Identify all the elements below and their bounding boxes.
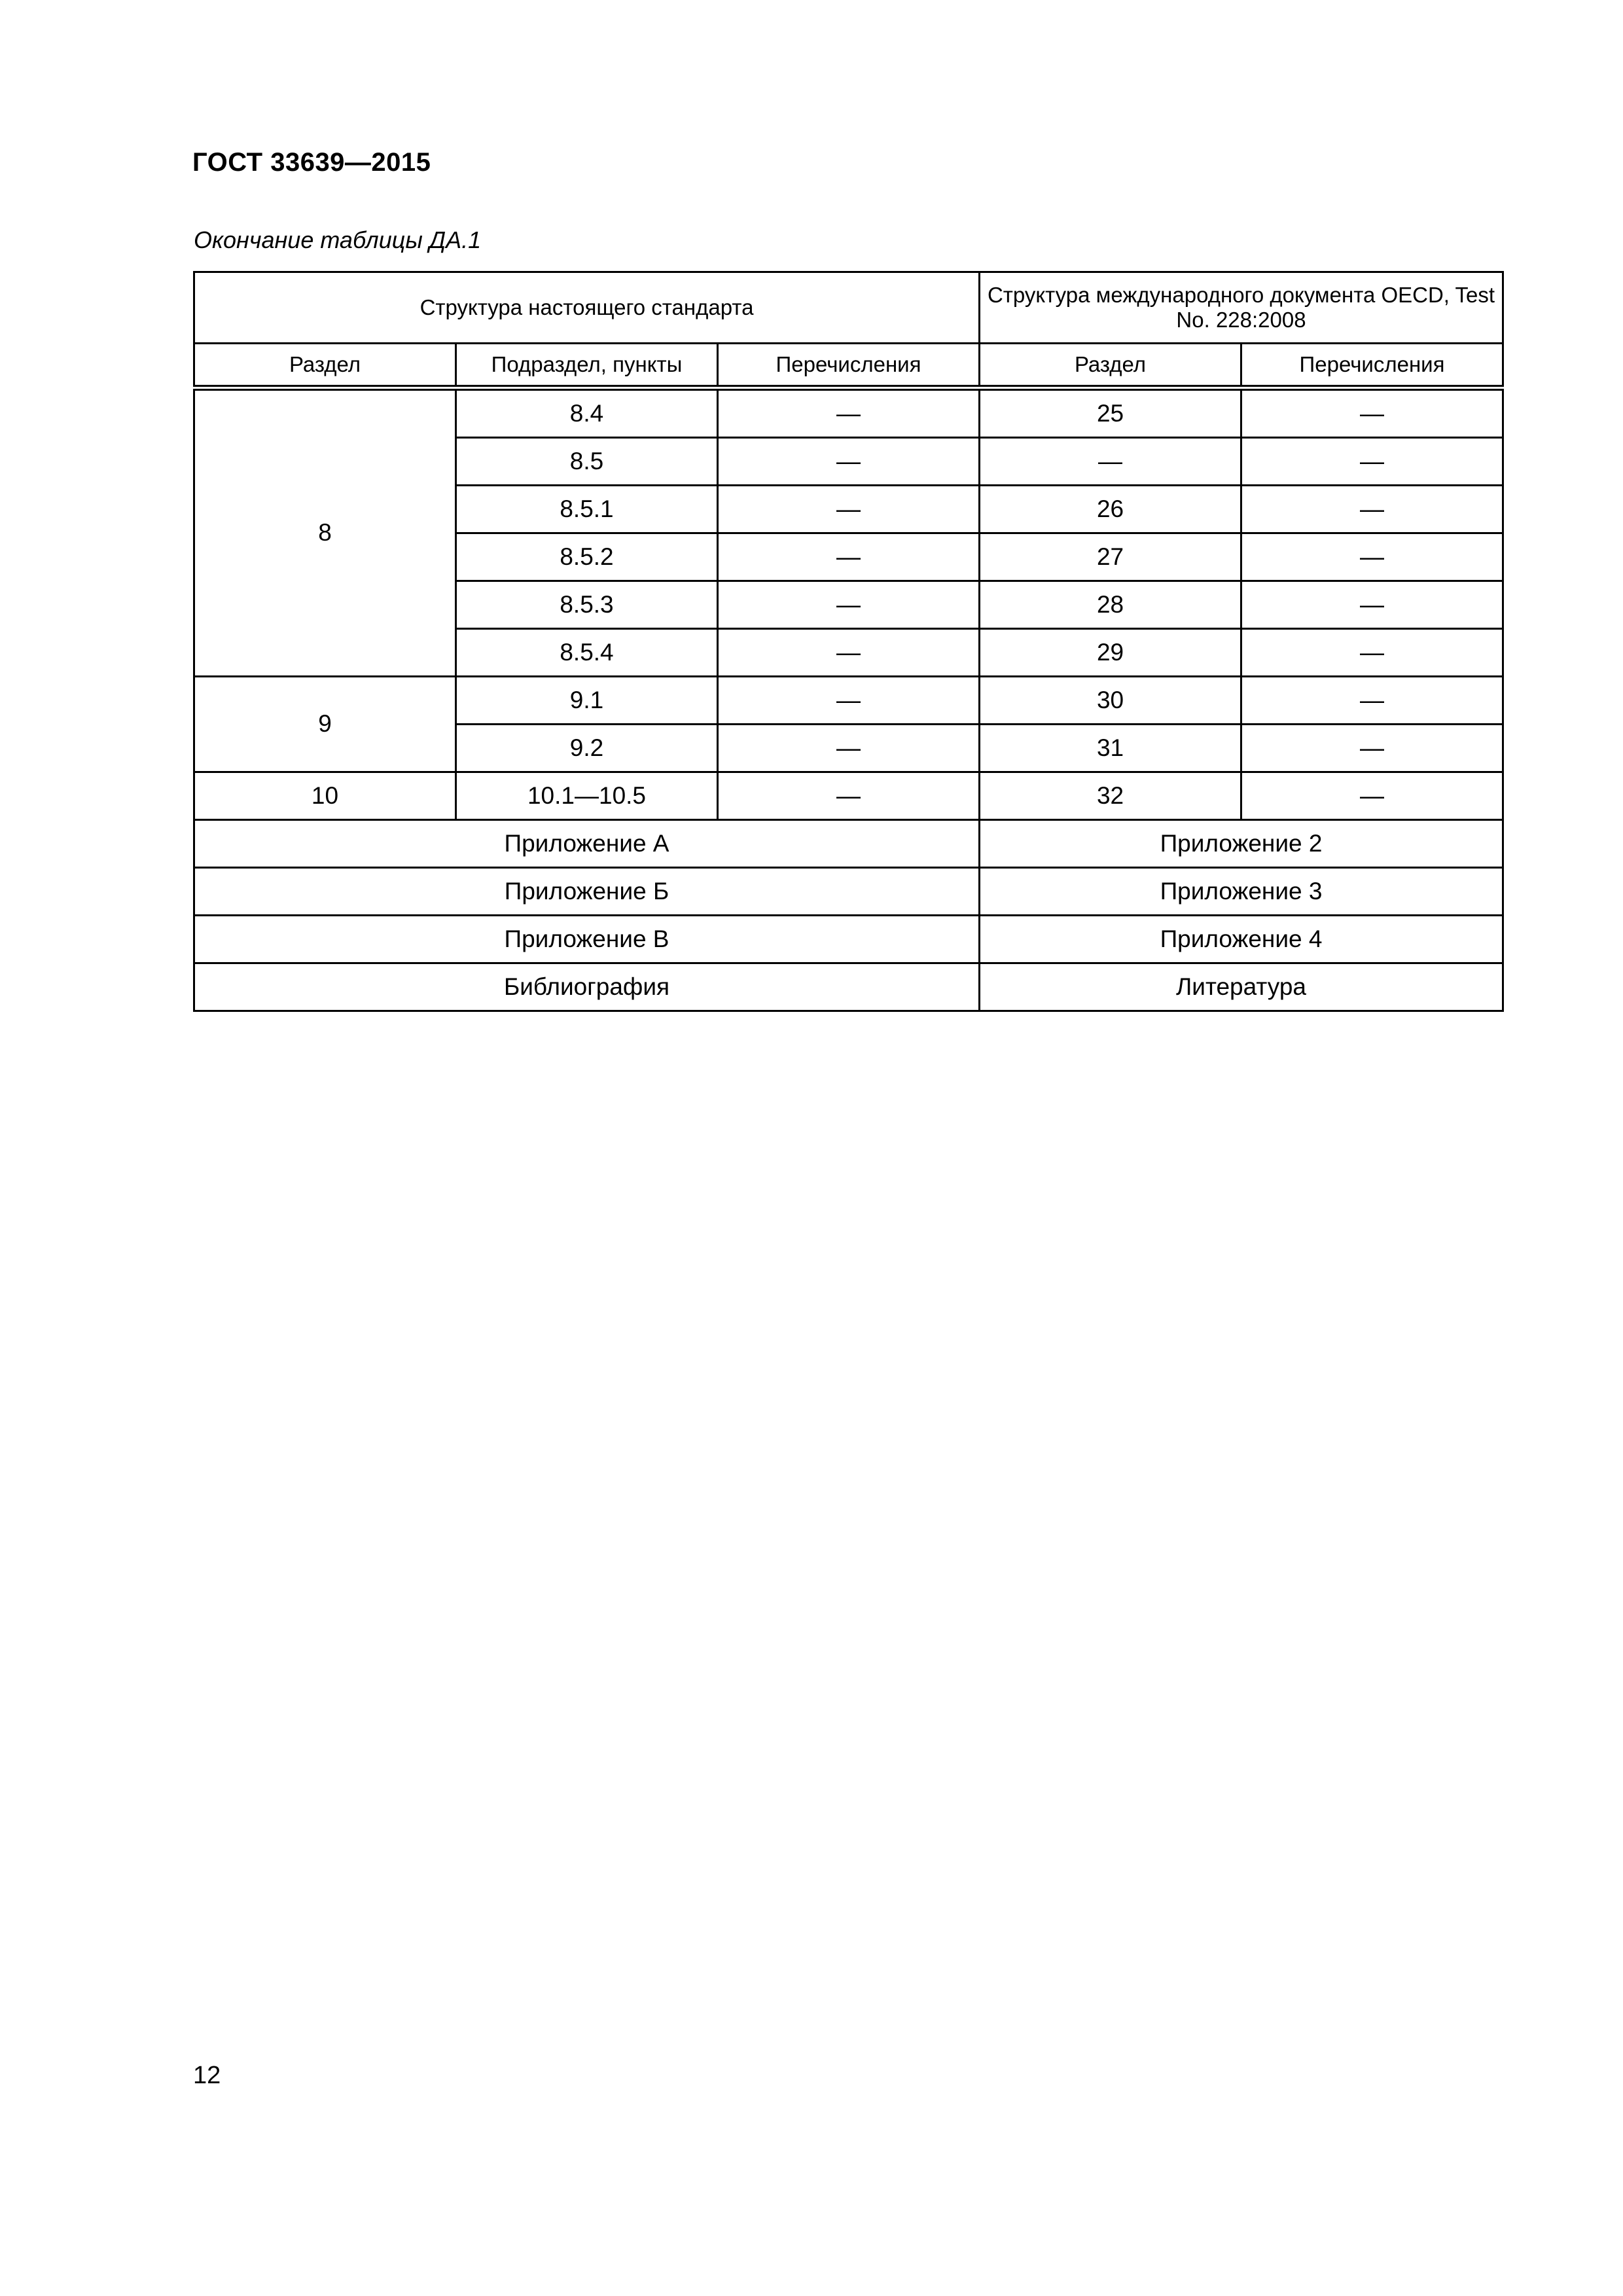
subsection-cell: 8.5.1 — [456, 486, 718, 533]
appendix-intl-cell: Литература — [980, 963, 1503, 1011]
appendix-intl-cell: Приложение 3 — [980, 868, 1503, 916]
appendix-row — [194, 820, 1503, 868]
subsection-cell: 10.1—10.5 — [456, 772, 718, 820]
intl-enumeration-cell: — — [1241, 629, 1503, 677]
appendix-row — [194, 963, 1503, 1011]
enumeration-cell: — — [718, 772, 980, 820]
intl-section-cell: 30 — [980, 677, 1241, 725]
enumeration-cell: — — [718, 486, 980, 533]
section-cell: 9 — [194, 677, 456, 772]
intl-enumeration-cell: — — [1241, 725, 1503, 772]
document-header: ГОСТ 33639—2015 — [192, 148, 431, 177]
column-header-subsection: Подраздел, пункты — [456, 344, 718, 388]
intl-enumeration-cell: — — [1241, 388, 1503, 438]
enumeration-cell: — — [718, 438, 980, 486]
subsection-cell: 8.5.2 — [456, 533, 718, 581]
column-header-intl-enumerations: Перечисления — [1241, 344, 1503, 388]
section-cell: 8 — [194, 388, 456, 677]
intl-enumeration-cell: — — [1241, 677, 1503, 725]
intl-section-cell: 28 — [980, 581, 1241, 629]
appendix-intl-cell: Приложение 4 — [980, 916, 1503, 963]
intl-section-cell: 32 — [980, 772, 1241, 820]
column-header-enumerations: Перечисления — [718, 344, 980, 388]
subsection-cell: 8.5 — [456, 438, 718, 486]
subsection-cell: 9.2 — [456, 725, 718, 772]
intl-section-cell: 31 — [980, 725, 1241, 772]
intl-section-cell: 26 — [980, 486, 1241, 533]
appendix-national-cell: Приложение В — [194, 916, 980, 963]
intl-enumeration-cell: — — [1241, 772, 1503, 820]
appendix-national-cell: Библиография — [194, 963, 980, 1011]
table-row — [194, 772, 1503, 820]
intl-section-cell: — — [980, 438, 1241, 486]
enumeration-cell: — — [718, 388, 980, 438]
group-header-national: Структура настоящего стандарта — [194, 272, 980, 344]
column-header-section: Раздел — [194, 344, 456, 388]
subsection-cell: 8.4 — [456, 388, 718, 438]
correspondence-table — [193, 271, 1504, 1012]
appendix-row — [194, 868, 1503, 916]
section-cell: 10 — [194, 772, 456, 820]
appendix-national-cell: Приложение А — [194, 820, 980, 868]
group-header-international: Структура международного документа OECD, Test No. 228:2008 — [980, 272, 1503, 344]
appendix-national-cell: Приложение Б — [194, 868, 980, 916]
appendix-row — [194, 916, 1503, 963]
intl-enumeration-cell: — — [1241, 486, 1503, 533]
subsection-cell: 8.5.4 — [456, 629, 718, 677]
enumeration-cell: — — [718, 725, 980, 772]
enumeration-cell: — — [718, 533, 980, 581]
subsection-cell: 8.5.3 — [456, 581, 718, 629]
subsection-cell: 9.1 — [456, 677, 718, 725]
intl-enumeration-cell: — — [1241, 533, 1503, 581]
intl-enumeration-cell: — — [1241, 438, 1503, 486]
column-header-intl-section: Раздел — [980, 344, 1241, 388]
table-column-header-row — [194, 344, 1503, 388]
enumeration-cell: — — [718, 677, 980, 725]
page-number: 12 — [193, 2062, 221, 2089]
intl-enumeration-cell: — — [1241, 581, 1503, 629]
table-caption: Окончание таблицы ДА.1 — [194, 226, 482, 253]
table-group-header-row — [194, 272, 1503, 344]
enumeration-cell: — — [718, 629, 980, 677]
intl-section-cell: 25 — [980, 388, 1241, 438]
enumeration-cell: — — [718, 581, 980, 629]
table-row — [194, 388, 1503, 438]
intl-section-cell: 29 — [980, 629, 1241, 677]
appendix-intl-cell: Приложение 2 — [980, 820, 1503, 868]
table-row — [194, 677, 1503, 725]
intl-section-cell: 27 — [980, 533, 1241, 581]
